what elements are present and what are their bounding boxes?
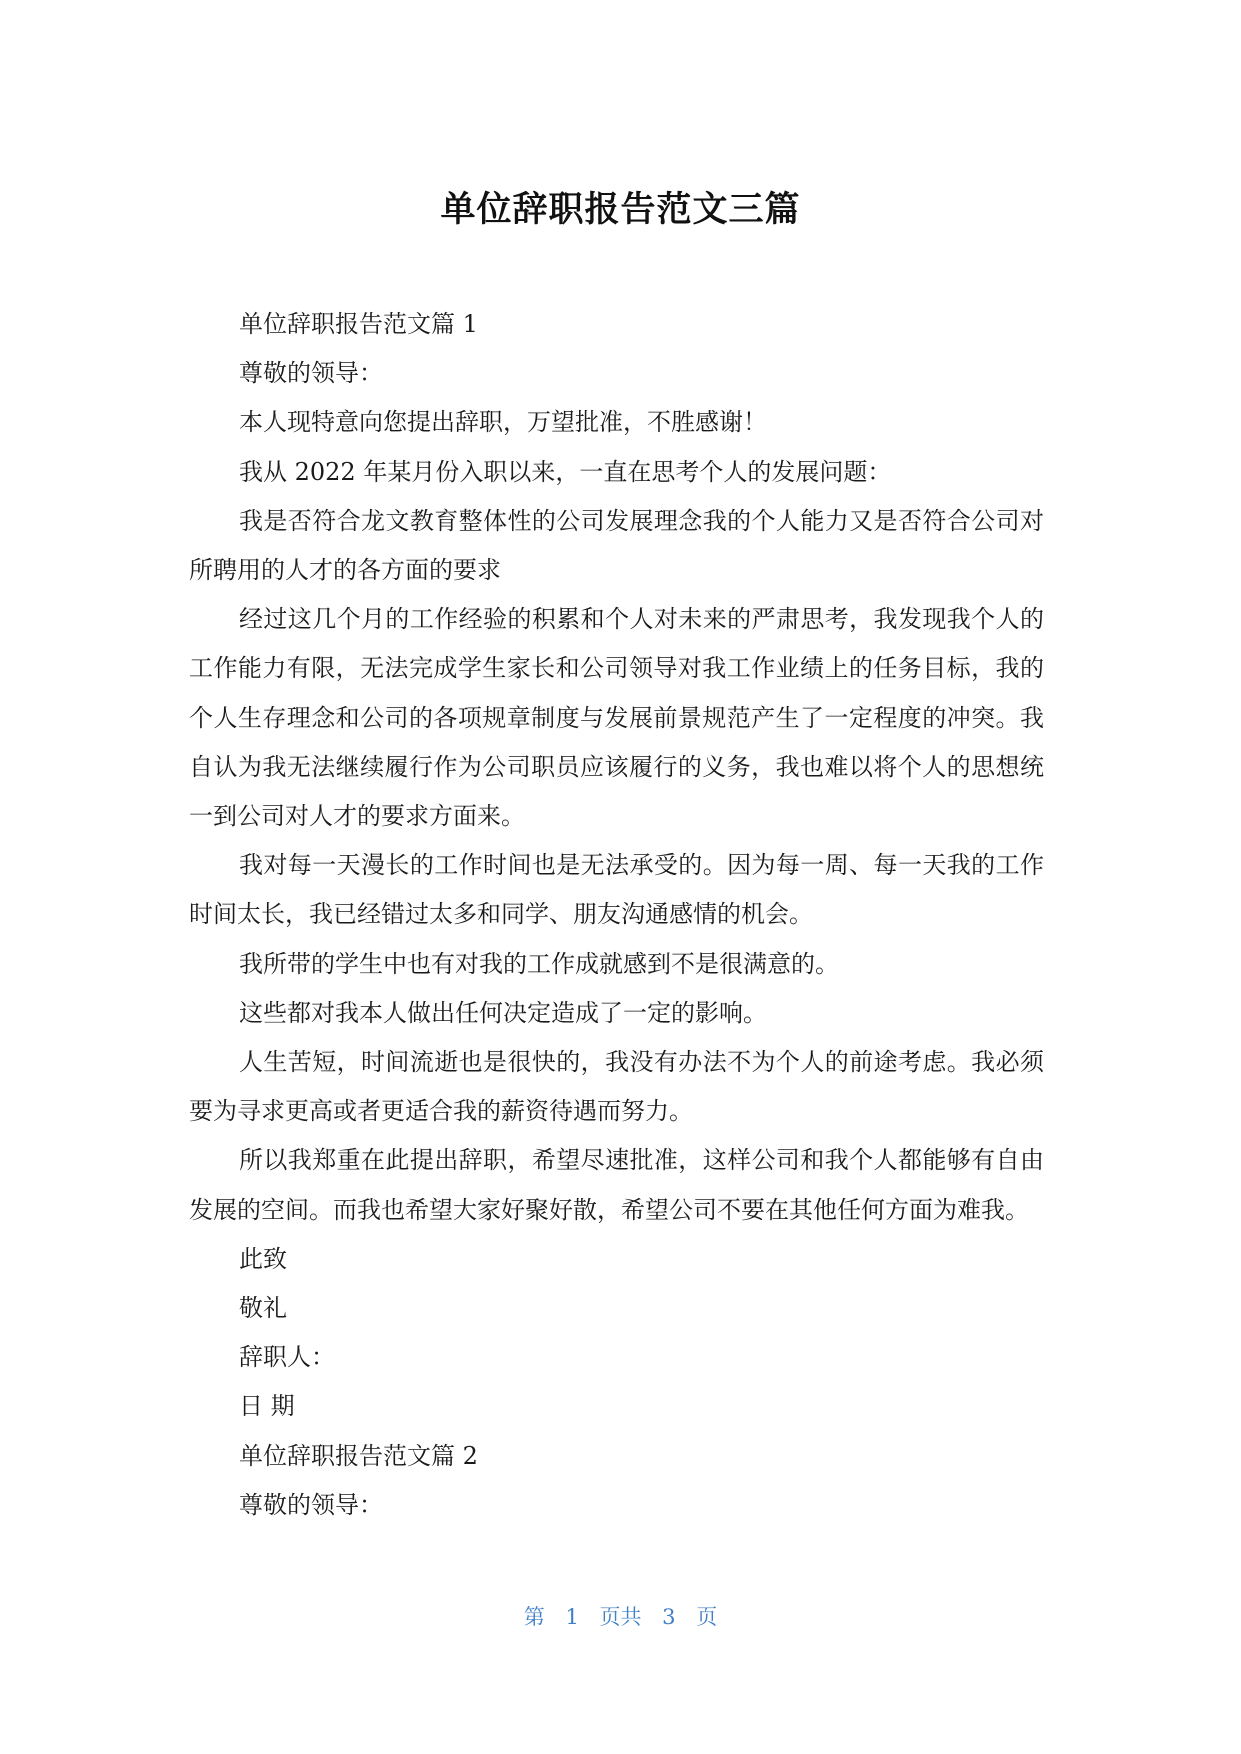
paragraph: 这些都对我本人做出任何决定造成了一定的影响。 [239, 998, 767, 1027]
document-body [189, 300, 1044, 1530]
salutation: 尊敬的领导： [239, 1490, 383, 1519]
paragraph: 本人现特意向您提出辞职，万望批准，不胜感谢！ [239, 408, 767, 437]
paragraph: 我是否符合龙文教育整体性的公司发展理念我的个人能力又是否符合公司对所聘用的人才的各方面的要求 [189, 506, 1044, 585]
section-heading-2: 单位辞职报告范文篇 2 [239, 1441, 478, 1470]
salutation: 尊敬的领导： [239, 359, 383, 388]
paragraph: 经过这几个月的工作经验的积累和个人对未来的严肃思考，我发现我个人的工作能力有限，无法完成学生家长和公司领导对我工作业绩上的任务目标，我的个人生存理念和公司的各项规章制度与发展前景规范产生了一定程度的冲突。我自认为我无法继续履行作为公司职员应该履行的义务，我也难以将个人的思想统一到公司对人才的要求方面来。 [189, 605, 1044, 831]
closing-line: 此致 [239, 1244, 287, 1273]
paragraph: 我所带的学生中也有对我的工作成就感到不是很满意的。 [239, 949, 839, 978]
closing-line: 敬礼 [239, 1294, 287, 1323]
paragraph: 人生苦短，时间流逝也是很快的，我没有办法不为个人的前途考虑。我必须要为寻求更高或者更适合我的薪资待遇而努力。 [189, 1048, 1044, 1126]
page-number-footer [0, 1602, 1241, 1632]
paragraph: 我对每一天漫长的工作时间也是无法承受的。因为每一周、每一天我的工作时间太长，我已经错过太多和同学、朋友沟通感情的机会。 [189, 851, 1044, 929]
page-number-label: 第 1 页共 3 页 [523, 1605, 718, 1629]
signature-line: 辞职人： [239, 1343, 335, 1372]
section-heading-1: 单位辞职报告范文篇 1 [239, 310, 478, 338]
paragraph: 所以我郑重在此提出辞职，希望尽速批准，这样公司和我个人都能够有自由发展的空间。而我也希望大家好聚好散，希望公司不要在其他任何方面为难我。 [189, 1146, 1044, 1224]
document-title: 单位辞职报告范文三篇 [440, 190, 801, 230]
paragraph: 我从 2022 年某月份入职以来，一直在思考个人的发展问题： [239, 457, 892, 486]
date-line: 日 期 [239, 1392, 295, 1421]
